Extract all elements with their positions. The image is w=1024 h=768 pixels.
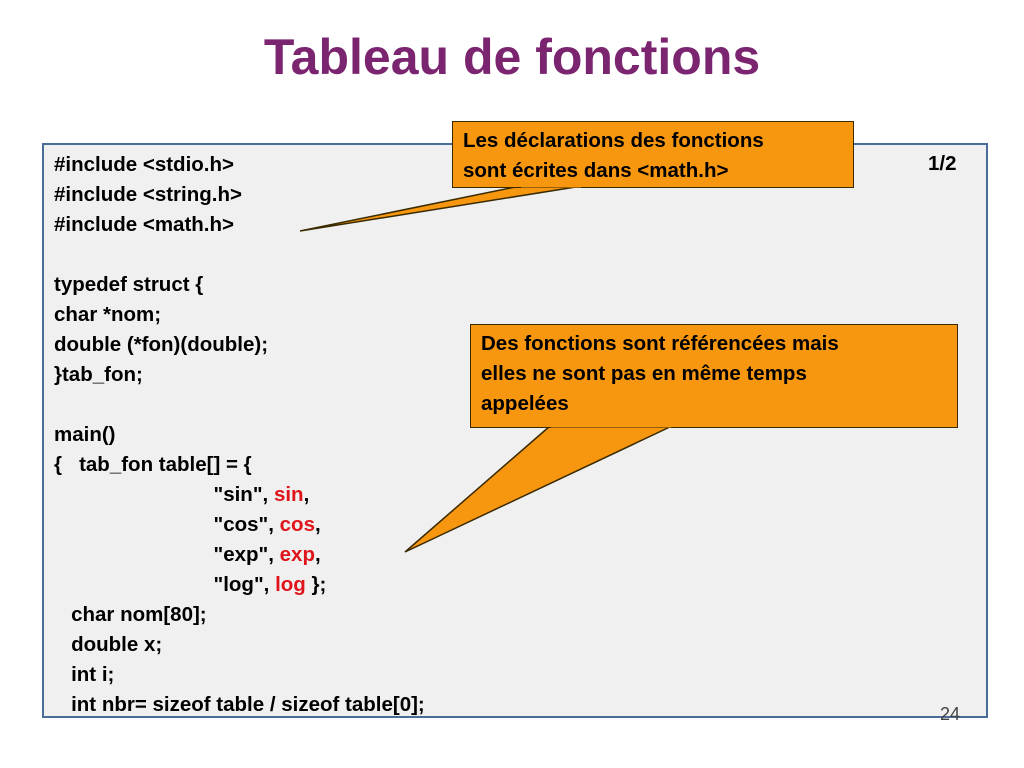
callout-text: sont écrites dans <math.h> bbox=[463, 159, 729, 182]
table-entry-string: "cos", bbox=[213, 513, 280, 536]
code-line: main() bbox=[54, 423, 116, 446]
callout-reference-note bbox=[470, 324, 958, 428]
slide-number: 24 bbox=[940, 704, 961, 724]
code-line: typedef struct { bbox=[54, 273, 204, 296]
callout-text: Des fonctions sont référencées mais bbox=[481, 332, 839, 355]
function-name: cos bbox=[279, 513, 315, 536]
code-line: int nbr= sizeof table / sizeof table[0]; bbox=[54, 693, 425, 716]
table-entry-string: "sin", bbox=[213, 483, 274, 506]
table-entry-end: , bbox=[303, 483, 310, 506]
code-line: }tab_fon; bbox=[54, 363, 143, 386]
function-name: log bbox=[275, 573, 306, 596]
callout-header-note bbox=[452, 121, 854, 188]
callout-text: Les déclarations des fonctions bbox=[463, 129, 764, 152]
table-entry-string: "log", bbox=[213, 573, 276, 596]
code-line: double (*fon)(double); bbox=[54, 333, 269, 356]
code-line: int i; bbox=[54, 663, 115, 686]
table-entry-end: , bbox=[314, 543, 321, 566]
slide-title: Tableau de fonctions bbox=[263, 29, 761, 85]
table-entry-string: "exp", bbox=[213, 543, 280, 566]
callout-text: elles ne sont pas en même temps bbox=[481, 362, 807, 385]
callout-tail-reference bbox=[405, 426, 672, 552]
code-line: double x; bbox=[54, 633, 163, 656]
function-name: exp bbox=[279, 543, 315, 566]
code-line: { tab_fon table[] = { bbox=[54, 453, 252, 476]
table-entry-end: }; bbox=[305, 573, 327, 596]
code-line: #include <stdio.h> bbox=[54, 153, 234, 176]
callout-text: appelées bbox=[481, 392, 569, 415]
code-line: #include <math.h> bbox=[54, 213, 234, 236]
page-indicator: 1/2 bbox=[928, 152, 957, 175]
code-line: char nom[80]; bbox=[54, 603, 207, 626]
code-line: char *nom; bbox=[54, 303, 162, 326]
code-line: #include <string.h> bbox=[54, 183, 242, 206]
table-entry-end: , bbox=[314, 513, 321, 536]
function-name: sin bbox=[273, 483, 304, 506]
callout-tail-header bbox=[300, 186, 582, 231]
